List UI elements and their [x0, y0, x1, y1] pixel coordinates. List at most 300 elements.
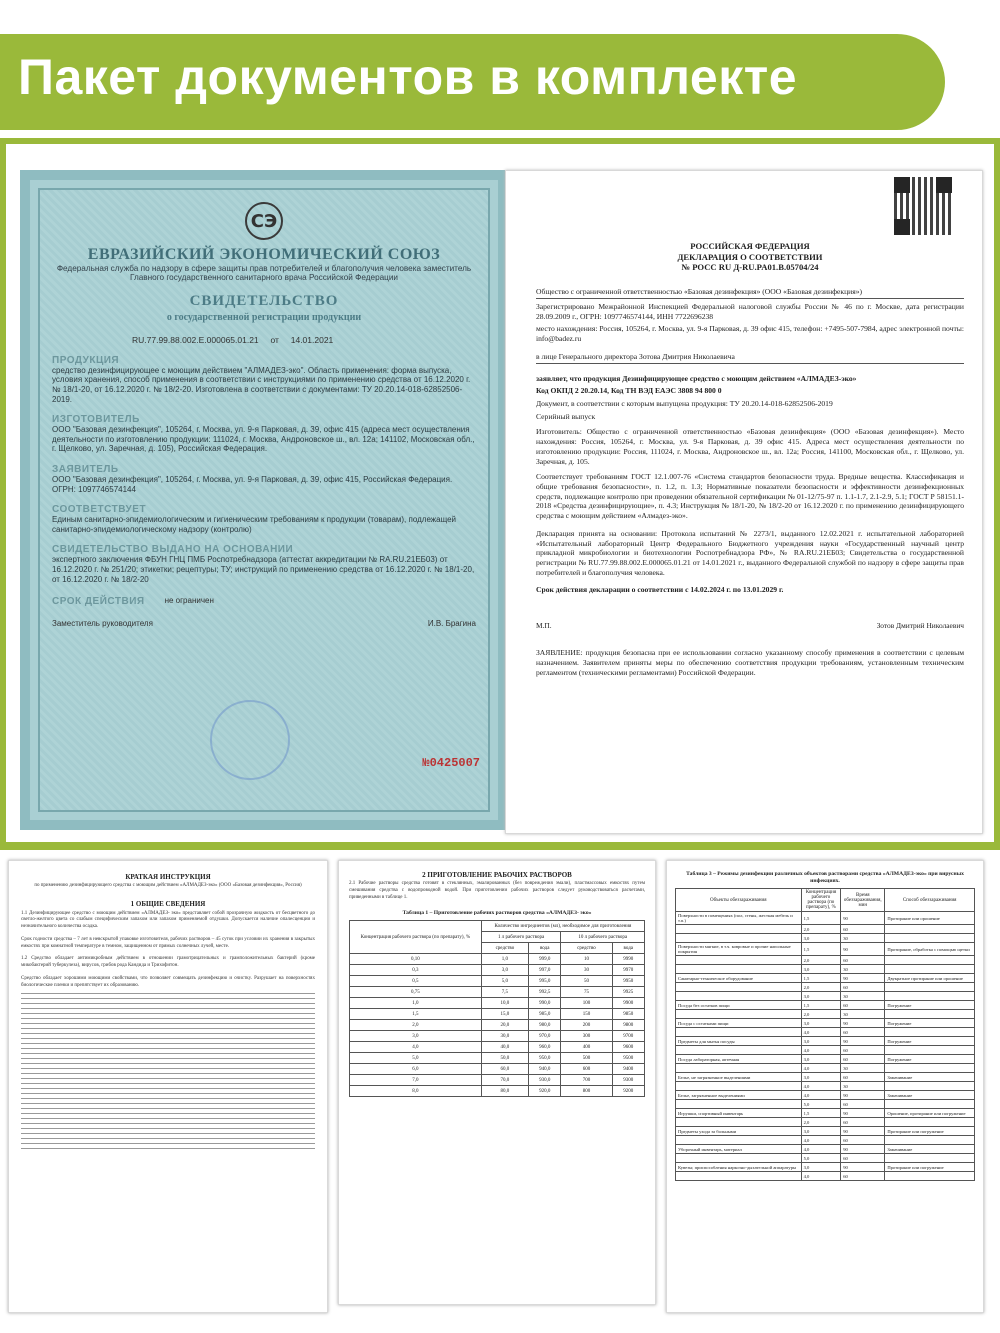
- prep-table-row: [350, 1053, 645, 1064]
- prep-table-cell: 30,0: [481, 1031, 528, 1042]
- prep-table-cell: 200: [561, 1020, 612, 1031]
- modes-table-cell: [676, 965, 802, 974]
- modes-table-cell: Погружение: [885, 1001, 975, 1010]
- prep-col-water: вода: [529, 943, 561, 954]
- instruction-p3: 1.2 Средство обладает антимикробным действием в отношении грамотрицательных и грамположительных бактерий (кроме микобактерий туберкулеза), вирусов, грибов рода Кандида и Трихофитон.: [21, 956, 315, 969]
- prep-col-agent-2: средство: [561, 943, 612, 954]
- decl-basis: Декларация принята на основании: Протокола испытаний № 2273/1, выданного 12.02.2021 г. испытательной лабораторией «Испытательный лабораторный Центр Федерального Бюджетного учреждения науки «Государственный научный центр прикладной микробиологии и биотехнологии Роспотребнадзора РФ», № RA.RU.21ЕБ03; Свидетельства о государственной регистрации № RU.77.99.88.002.Е.000065.01.21 от 14.01.2021 г., выданного Федеральной службой по надзору в сфере защиты прав потребителей и благополучия человека.: [536, 528, 964, 577]
- modes-table-row: [676, 965, 975, 974]
- prep-table-cell: 997,0: [529, 965, 561, 976]
- modes-table-cell: 3,0: [801, 1019, 841, 1028]
- modes-table: [675, 888, 975, 1181]
- prep-table-cell: 5,0: [481, 976, 528, 987]
- modes-table-row: [676, 943, 975, 956]
- prep-table-cell: 100: [561, 998, 612, 1009]
- modes-table-cell: Двукратное протирание или орошение: [885, 974, 975, 983]
- modes-table-cell: 1,5: [801, 1109, 841, 1118]
- modes-table-row: [676, 1082, 975, 1091]
- modes-table-cell: 3,0: [801, 934, 841, 943]
- prep-table-cell: 920,0: [529, 1086, 561, 1097]
- modes-table-cell: 3,0: [801, 992, 841, 1001]
- modes-table-cell: 3,0: [801, 1163, 841, 1172]
- prep-table-cell: 50,0: [481, 1053, 528, 1064]
- conform-text: Единым санитарно-эпидемиологическим и гигиеническим требованиям к продукции (товарам), подлежащей санитарно-эпидемиологическому надзору (контролю): [52, 515, 457, 534]
- decl-serial: Серийный выпуск: [536, 411, 596, 421]
- modes-table-cell: [676, 1082, 802, 1091]
- modes-table-cell: 2,0: [801, 956, 841, 965]
- term-heading: СРОК ДЕЙСТВИЯ: [52, 596, 145, 608]
- prep-table-row: [350, 1031, 645, 1042]
- prep-table-cell: 80,0: [481, 1086, 528, 1097]
- prep-table-cell: 8,0: [350, 1086, 482, 1097]
- modes-table-cell: Уборочный инвентарь, материал: [676, 1145, 802, 1154]
- eac-logo-icon: СЭ: [245, 202, 283, 240]
- decl-head2: ДЕКЛАРАЦИЯ О СООТВЕТСТВИИ: [677, 251, 823, 262]
- prep-table-cell: 970,0: [529, 1031, 561, 1042]
- modes-col-time: Время обеззараживания, мин: [841, 889, 885, 912]
- modes-table-cell: 60: [841, 1055, 885, 1064]
- modes-table-cell: 4,0: [801, 1046, 841, 1055]
- declaration-of-conformity: [505, 170, 983, 834]
- modes-table-cell: Белье, не загрязненное выделениями: [676, 1073, 802, 1082]
- product-heading: ПРОДУКЦИЯ: [52, 354, 120, 366]
- modes-table-cell: 3,0: [801, 1055, 841, 1064]
- modes-table-cell: [676, 983, 802, 992]
- prep-table-cell: 60,0: [481, 1064, 528, 1075]
- prep-table-cell: 400: [561, 1042, 612, 1053]
- modes-table-cell: [676, 1172, 802, 1181]
- modes-table-cell: 60: [841, 1046, 885, 1055]
- modes-table-cell: 2,0: [801, 925, 841, 934]
- prep-table-cell: 0,5: [350, 976, 482, 987]
- prep-col-1l: 1 л рабочего раствора: [481, 932, 561, 943]
- prep-table-cell: 960,0: [529, 1042, 561, 1053]
- prep-table-cell: 3,0: [350, 1031, 482, 1042]
- prep-table-cell: 1,0: [481, 954, 528, 965]
- modes-table-row: [676, 1001, 975, 1010]
- modes-table-cell: 5,0: [801, 1154, 841, 1163]
- modes-table-row: [676, 1028, 975, 1037]
- modes-col-method: Способ обеззараживания: [885, 889, 975, 912]
- modes-table-row: [676, 1109, 975, 1118]
- modes-table-row: [676, 1172, 975, 1181]
- decl-head3: № РОСС RU Д-RU.PA01.B.05704/24: [681, 262, 819, 273]
- modes-table-cell: [676, 1136, 802, 1145]
- modes-table-cell: Игрушки, спортивный инвентарь: [676, 1109, 802, 1118]
- modes-table-cell: [885, 1082, 975, 1091]
- prep-table-cell: 300: [561, 1031, 612, 1042]
- modes-table-cell: 90: [841, 943, 885, 956]
- header-banner: [0, 34, 945, 130]
- modes-table-cell: 4,0: [801, 1064, 841, 1073]
- modes-table-cell: [885, 1046, 975, 1055]
- decl-statement: заявляет, что продукция Дезинфицирующее средство с моющим действием «АЛМАДЕЗ-эко»: [536, 373, 857, 383]
- modes-table-cell: [885, 925, 975, 934]
- modes-table-cell: Замачивание: [885, 1091, 975, 1100]
- modes-table-cell: 1,5: [801, 1001, 841, 1010]
- registration-certificate: [20, 170, 508, 830]
- modes-table-row: [676, 1091, 975, 1100]
- modes-table-cell: 5,0: [801, 1100, 841, 1109]
- modes-table-row: [676, 925, 975, 934]
- modes-table-cell: 1,5: [801, 912, 841, 925]
- prep-table-row: [350, 987, 645, 998]
- modes-table-cell: [676, 956, 802, 965]
- decl-mp: М.П.: [536, 621, 552, 631]
- signer-row: [52, 619, 476, 628]
- modes-table-cell: Протирание, обработка с помощью щетки: [885, 943, 975, 956]
- prep-table-row: [350, 1086, 645, 1097]
- certificate-title: СВИДЕТЕЛЬСТВО: [189, 292, 339, 309]
- prep-table-cell: 2,0: [350, 1020, 482, 1031]
- certificate-subtitle: о государственной регистрации продукции: [166, 311, 362, 323]
- modes-table-cell: [676, 934, 802, 943]
- preparation-title: 2 ПРИГОТОВЛЕНИЕ РАБОЧИХ РАСТВОРОВ: [422, 871, 572, 879]
- prep-table-cell: 990,0: [529, 998, 561, 1009]
- prep-table-row: [350, 1075, 645, 1086]
- prep-table-cell: 5,0: [350, 1053, 482, 1064]
- modes-table-cell: Замачивание: [885, 1145, 975, 1154]
- modes-table-cell: 60: [841, 1136, 885, 1145]
- modes-table-row: [676, 1163, 975, 1172]
- prep-table-cell: 9925: [612, 987, 645, 998]
- prep-col-10l: 10 л рабочего раствора: [561, 932, 645, 943]
- prep-table-cell: 20,0: [481, 1020, 528, 1031]
- signer-role: Заместитель руководителя: [52, 619, 153, 629]
- prep-table-cell: 9800: [612, 1020, 645, 1031]
- decl-statement2: ЗАЯВЛЕНИЕ: продукция безопасна при ее использовании согласно указанному способу применения в соответствии с целевым назначением. Заявителем приняты меры по обеспечению соответствия продукции требованиям, установленным техническим регламентом (техническими регламентами) Российской Федерации.: [536, 648, 964, 677]
- instruction-section1: 1 ОБЩИЕ СВЕДЕНИЯ: [130, 900, 206, 909]
- modes-table-cell: [885, 965, 975, 974]
- modes-table-cell: 3,0: [801, 1127, 841, 1136]
- prep-table-row: [350, 1020, 645, 1031]
- decl-registered: Зарегистрировано Межрайонной Инспекцией Федеральной налоговой службы России № 46 по г. Москве, дата регистрации 28.09.2009 г., ОГРН: 1097746574144, ИНН 7722696238: [536, 301, 964, 321]
- prep-col-water-2: вода: [612, 943, 645, 954]
- modes-table-cell: 3,0: [801, 1073, 841, 1082]
- decl-codes: Код ОКПД 2 20.20.14, Код ТН ВЭД ЕАЭС 3808 94 800 0: [536, 386, 722, 396]
- modes-table-cell: 4,0: [801, 1028, 841, 1037]
- prep-table-cell: 995,0: [529, 976, 561, 987]
- term-row: [52, 596, 476, 607]
- preparation-p1: 2.1 Рабочие растворы средства готовят в стеклянных, эмалированных (без повреждения эмали), пластмассовых емкостях путем смешивания средства с водопроводной водой. При приготовлении рабочих растворов следует руководствоваться расчетами, приведенными в таблице 1.: [349, 881, 645, 900]
- modes-table-cell: 2,0: [801, 1118, 841, 1127]
- modes-table-cell: 90: [841, 974, 885, 983]
- modes-table-cell: 60: [841, 1073, 885, 1082]
- prep-col-qty: Количество ингредиентов (мл), необходимое для приготовления: [481, 921, 644, 932]
- modes-table-row: [676, 912, 975, 925]
- modes-table-cell: [676, 925, 802, 934]
- modes-table-cell: [885, 956, 975, 965]
- instruction-subtitle: по применению дезинфицирующего средства с моющим действием «АЛМАДЕЗ-эко» (ООО «Базовая дезинфекция», Россия): [34, 883, 302, 889]
- decl-validity: Срок действия декларации о соответствии с 14.02.2024 г. по 13.01.2029 г.: [536, 585, 784, 595]
- modes-table-cell: 30: [841, 992, 885, 1001]
- modes-document: [666, 860, 984, 1313]
- modes-table-row: [676, 1073, 975, 1082]
- modes-table-cell: 4,0: [801, 1145, 841, 1154]
- prep-table-row: [350, 1042, 645, 1053]
- prep-table-cell: 9400: [612, 1064, 645, 1075]
- modes-table-cell: Поверхности в помещениях (пол, стены, жесткая мебель и т.п.): [676, 912, 802, 925]
- modes-table-cell: 30: [841, 1010, 885, 1019]
- modes-table-cell: Протирание или погружение: [885, 1127, 975, 1136]
- modes-table-cell: 90: [841, 1145, 885, 1154]
- term-value: не ограничен: [164, 596, 214, 606]
- modes-table-row: [676, 992, 975, 1001]
- decl-maker: Изготовитель: Общество с ограниченной ответственностью «Базовая дезинфекция» (ООО «Базовая дезинфекция»). Место нахождения: Россия, 105264, г. Москва, ул. 9-я Парковая, д. 39 офис 415. Адреса мест осуществления деятельности по изготовлению продукции: Россия, 111024, г. Москва, Андроновское ш., вл. 12а; Россия, 141100, Московская обл., г. Щелково, ул. Заречная, д. 105.: [536, 427, 964, 466]
- modes-table-cell: 60: [841, 956, 885, 965]
- prep-table-cell: 10: [561, 954, 612, 965]
- qr-code-icon: [894, 177, 952, 235]
- prep-table-cell: 9500: [612, 1053, 645, 1064]
- modes-table-cell: 2,0: [801, 983, 841, 992]
- modes-table-cell: 60: [841, 925, 885, 934]
- conform-heading: СООТВЕТСТВУЕТ: [52, 504, 147, 516]
- modes-table-row: [676, 1055, 975, 1064]
- prep-table-row: [350, 954, 645, 965]
- decl-signer: Зотов Дмитрий Николаевич: [876, 621, 964, 631]
- prep-table-cell: 940,0: [529, 1064, 561, 1075]
- prep-table-cell: 10,0: [481, 998, 528, 1009]
- frame-right: [994, 144, 1000, 844]
- modes-table-cell: Санитарно-техническое оборудование: [676, 974, 802, 983]
- modes-table-cell: [885, 1118, 975, 1127]
- modes-table-cell: [885, 1064, 975, 1073]
- modes-table-cell: [885, 1100, 975, 1109]
- prep-table-cell: 600: [561, 1064, 612, 1075]
- applicant-text: ООО "Базовая дезинфекция", 105264, г. Москва, ул. 9-я Парковая, д. 39, офис 415, Российская Федерация. ОГРН: 1097746574144: [52, 475, 453, 494]
- modes-table-cell: [676, 1154, 802, 1163]
- prep-col-conc: Концентрация рабочего раствора (по препарату), %: [350, 921, 482, 954]
- modes-table-row: [676, 983, 975, 992]
- modes-title: Таблица 3 – Режимы дезинфекции различных объектов растворами средства «АЛМАДЕЗ-эко» при вирусных инфекциях.: [686, 871, 964, 884]
- prep-table-cell: 950,0: [529, 1053, 561, 1064]
- prep-table-cell: 150: [561, 1009, 612, 1020]
- prep-table-row: [350, 1064, 645, 1075]
- modes-table-cell: 2,0: [801, 1010, 841, 1019]
- prep-table-cell: 7,5: [481, 987, 528, 998]
- modes-table-cell: 1,5: [801, 974, 841, 983]
- prep-table-cell: 700: [561, 1075, 612, 1086]
- prep-col-agent: средство: [481, 943, 528, 954]
- divider-middle: [0, 842, 1000, 850]
- prep-table-cell: 1,5: [350, 1009, 482, 1020]
- prep-table-cell: 40,0: [481, 1042, 528, 1053]
- modes-table-cell: Посуда с остатками пищи: [676, 1019, 802, 1028]
- modes-table-cell: 60: [841, 1001, 885, 1010]
- modes-table-cell: [885, 983, 975, 992]
- prep-table-cell: 9950: [612, 976, 645, 987]
- modes-table-cell: 30: [841, 1064, 885, 1073]
- modes-col-object: Объекты обеззараживания: [676, 889, 802, 912]
- modes-table-row: [676, 1118, 975, 1127]
- modes-table-row: [676, 1127, 975, 1136]
- modes-table-cell: Орошение, протирание или погружение: [885, 1109, 975, 1118]
- instruction-title: КРАТКАЯ ИНСТРУКЦИЯ: [125, 873, 211, 881]
- prep-table-cell: 6,0: [350, 1064, 482, 1075]
- modes-table-cell: Погружение: [885, 1019, 975, 1028]
- certificate-reg-number: RU.77.99.88.002.Е.000065.01.21: [132, 334, 259, 345]
- modes-table-cell: 3,0: [801, 965, 841, 974]
- modes-table-cell: Предметы ухода за больными: [676, 1127, 802, 1136]
- applicant-heading: ЗАЯВИТЕЛЬ: [52, 464, 119, 475]
- prep-table-cell: 9970: [612, 965, 645, 976]
- prep-table-cell: 9300: [612, 1075, 645, 1086]
- banner-title: Пакет документов в комплекте: [18, 49, 798, 105]
- modes-table-cell: Погружение: [885, 1055, 975, 1064]
- prep-table-cell: 992,5: [529, 987, 561, 998]
- prep-table-cell: 0,75: [350, 987, 482, 998]
- modes-table-cell: 90: [841, 1091, 885, 1100]
- modes-table-cell: 90: [841, 1127, 885, 1136]
- modes-table-cell: [676, 1010, 802, 1019]
- preparation-table: [349, 920, 645, 1097]
- decl-head1: РОССИЙСКАЯ ФЕДЕРАЦИЯ: [690, 241, 810, 251]
- modes-table-row: [676, 956, 975, 965]
- modes-table-cell: 60: [841, 1154, 885, 1163]
- prep-table-cell: 985,0: [529, 1009, 561, 1020]
- modes-table-cell: 60: [841, 983, 885, 992]
- modes-table-cell: 3,0: [801, 1037, 841, 1046]
- modes-table-cell: Погружение: [885, 1037, 975, 1046]
- modes-table-cell: [885, 1010, 975, 1019]
- modes-table-cell: [676, 1028, 802, 1037]
- prep-table-row: [350, 976, 645, 987]
- decl-signature-row: [536, 621, 964, 630]
- basis-heading: СВИДЕТЕЛЬСТВО ВЫДАНО НА ОСНОВАНИИ: [52, 544, 294, 556]
- prep-table-cell: 9850: [612, 1009, 645, 1020]
- modes-table-cell: [885, 992, 975, 1001]
- modes-table-row: [676, 934, 975, 943]
- modes-table-row: [676, 1145, 975, 1154]
- certificate-reg-date: 14.01.2021: [290, 334, 334, 345]
- modes-table-cell: Посуда без остатков пищи: [676, 1001, 802, 1010]
- prep-table-cell: 0,3: [350, 965, 482, 976]
- prep-table-cell: 7,0: [350, 1075, 482, 1086]
- prep-table-cell: 4,0: [350, 1042, 482, 1053]
- modes-table-cell: [885, 1028, 975, 1037]
- prep-table-cell: 9990: [612, 954, 645, 965]
- prep-table-row: [350, 1009, 645, 1020]
- prep-table-cell: 30: [561, 965, 612, 976]
- modes-table-cell: 60: [841, 1100, 885, 1109]
- prep-table-row: [350, 965, 645, 976]
- decl-director: в лице Генерального директора Зотова Дмитрия Николаевича: [536, 351, 735, 361]
- modes-table-cell: [885, 1172, 975, 1181]
- modes-table-cell: 30: [841, 1082, 885, 1091]
- preparation-document: [338, 860, 656, 1305]
- modes-table-cell: Предметы для мытья посуды: [676, 1037, 802, 1046]
- product-text: средство дезинфицирующее с моющим действием "АЛМАДЕЗ-эко". Область применения: форма выпуска, условия хранения, способ применения в соответствии с инструкциями по применению средства от 16.12.2020 г. № 18/1-20, от 16.12.2020 г. № 18/2-20. Изготовлена в соответствии с документами: ТУ 20.20.14-018-62852506-2019.: [52, 365, 471, 404]
- modes-table-cell: [676, 1118, 802, 1127]
- modes-table-row: [676, 1010, 975, 1019]
- modes-table-cell: 90: [841, 1163, 885, 1172]
- modes-table-cell: [885, 934, 975, 943]
- modes-table-cell: 60: [841, 1172, 885, 1181]
- modes-table-cell: Посуда лабораторная, аптечная: [676, 1055, 802, 1064]
- decl-address: место нахождения: Россия, 105264, г. Москва, ул. 9-я Парковая, д. 39 офис 415, телефон: +7495-507-7984, адрес электронной почты: info@badez.ru: [536, 324, 964, 344]
- prep-table-cell: 930,0: [529, 1075, 561, 1086]
- prep-table-cell: 9900: [612, 998, 645, 1009]
- prep-table-cell: 75: [561, 987, 612, 998]
- prep-table-cell: 500: [561, 1053, 612, 1064]
- modes-table-row: [676, 1064, 975, 1073]
- modes-table-cell: [885, 1154, 975, 1163]
- certificate-agency: Федеральная служба по надзору в сфере защиты прав потребителей и благополучия человека заместитель Главного государственного санитарного врача Российской Федерации: [56, 264, 472, 283]
- prep-table-cell: 70,0: [481, 1075, 528, 1086]
- modes-table-row: [676, 1019, 975, 1028]
- modes-table-cell: 90: [841, 1019, 885, 1028]
- certificate-reg-line: [132, 335, 476, 345]
- modes-table-cell: 90: [841, 1109, 885, 1118]
- modes-table-cell: 4,0: [801, 1172, 841, 1181]
- prep-table-cell: 9200: [612, 1086, 645, 1097]
- instruction-p4: Средство обладает хорошими моющими свойствами, что позволяет совмещать дезинфекцию и очистку. Разрушает на поверхностях биологические пленки и препятствует их образованию.: [21, 975, 315, 988]
- modes-table-cell: 90: [841, 912, 885, 925]
- modes-table-row: [676, 1154, 975, 1163]
- modes-table-row: [676, 1136, 975, 1145]
- modes-table-cell: Замачивание: [885, 1073, 975, 1082]
- modes-table-cell: Протирание или погружение: [885, 1163, 975, 1172]
- prep-table-cell: 9600: [612, 1042, 645, 1053]
- modes-table-cell: 4,0: [801, 1136, 841, 1145]
- maker-text: ООО "Базовая дезинфекция", 105264, г. Москва, ул. 9-я Парковая, д. 39, офис 415 (адреса мест осуществления деятельности по изготовлению продукции: 111024, г. Москва, Андроновское ш., вл. 12а; 141102, Московская обл., г. Щелково, ул. Заречная, д. 105), Российская Федерация.: [52, 425, 475, 454]
- signer-name: И.В. Брагина: [427, 619, 476, 629]
- modes-table-cell: 4,0: [801, 1091, 841, 1100]
- prep-table-cell: 800: [561, 1086, 612, 1097]
- prep-table-cell: 980,0: [529, 1020, 561, 1031]
- instruction-document: [8, 860, 328, 1313]
- modes-table-cell: [676, 992, 802, 1001]
- modes-table-cell: Поверхности мягкие, в т.ч. ковровые и прочие напольные покрытия: [676, 943, 802, 956]
- instruction-text-lines: [21, 993, 315, 1149]
- prep-table-cell: 15,0: [481, 1009, 528, 1020]
- modes-table-cell: 60: [841, 1028, 885, 1037]
- prep-table-cell: 1,0: [350, 998, 482, 1009]
- modes-table-cell: 30: [841, 965, 885, 974]
- prep-table-cell: 9700: [612, 1031, 645, 1042]
- decl-requirements: Соответствует требованиям ГОСТ 12.1.007-76 «Система стандартов безопасности труда. Вредные вещества. Классификация и общие требования безопасности», п. 1.2, п. 1.3; Нормативные показатели безопасности и эффективности дезинфекционных средств, подлежащие контролю при проведении обязательной сертификации № 01-12/75-97 п. 1.1-1.7, 2.1-2.9, 5.1; ГОСТ Р 58151.1-2018 «Средства дезинфицирующие», п. 4.3; Инструкция № 18/1-20, № 18/2-20 от 16.12.2020 г. по применению дезинфицирующего средства с моющим действием «Алмадез-эко».: [536, 472, 964, 521]
- modes-table-cell: Белье, загрязненное выделениями: [676, 1091, 802, 1100]
- prep-table-row: [350, 998, 645, 1009]
- modes-table-cell: 1,5: [801, 943, 841, 956]
- certificate-reg-from: от: [270, 334, 279, 345]
- certificate-serial: №0425007: [422, 756, 480, 770]
- modes-table-cell: 4,0: [801, 1082, 841, 1091]
- modes-table-row: [676, 1046, 975, 1055]
- decl-document: Документ, в соответствии с которым выпущена продукция: ТУ 20.20.14-018-62852506-2019: [536, 398, 833, 408]
- seal-icon: [210, 700, 290, 780]
- maker-heading: ИЗГОТОВИТЕЛЬ: [52, 414, 140, 426]
- modes-table-cell: 30: [841, 934, 885, 943]
- instruction-p1: 1.1 Дезинфицирующее средство с моющим действием «АЛМАДЕЗ- эко» представляет собой прозрачную жидкость от бесцветного до светло-желтого цвета со слабым специфическим запахом или запахом применяемой отдушки. Допускается наличие опалесценции и незначительного количества осадка.: [21, 910, 315, 930]
- modes-table-row: [676, 1037, 975, 1046]
- instruction-p2: Срок годности средства – 7 лет в невскрытой упаковке изготовителя, рабочих растворов – 45 суток при условии их хранения в закрытых емкостях при комнатной температуре в темном, защищенном от прямых солнечных лучей, месте.: [21, 936, 315, 949]
- modes-table-cell: [676, 1100, 802, 1109]
- preparation-table-title: Таблица 1 – Приготовление рабочих растворов средства «АЛМАДЕЗ- эко»: [402, 909, 592, 916]
- modes-table-cell: [676, 1064, 802, 1073]
- modes-table-cell: 60: [841, 1118, 885, 1127]
- modes-col-conc: Концентрация рабочего раствора (по препарату), %: [801, 889, 841, 912]
- modes-table-cell: Протирание или орошение: [885, 912, 975, 925]
- prep-table-cell: 50: [561, 976, 612, 987]
- modes-table-row: [676, 1100, 975, 1109]
- prep-table-cell: 0,10: [350, 954, 482, 965]
- frame-left: [0, 144, 6, 844]
- prep-table-cell: 3,0: [481, 965, 528, 976]
- decl-company: Общество с ограниченной ответственностью «Базовая дезинфекция» (ООО «Базовая дезинфекция»): [536, 287, 863, 297]
- modes-table-row: [676, 974, 975, 983]
- modes-table-cell: [885, 1136, 975, 1145]
